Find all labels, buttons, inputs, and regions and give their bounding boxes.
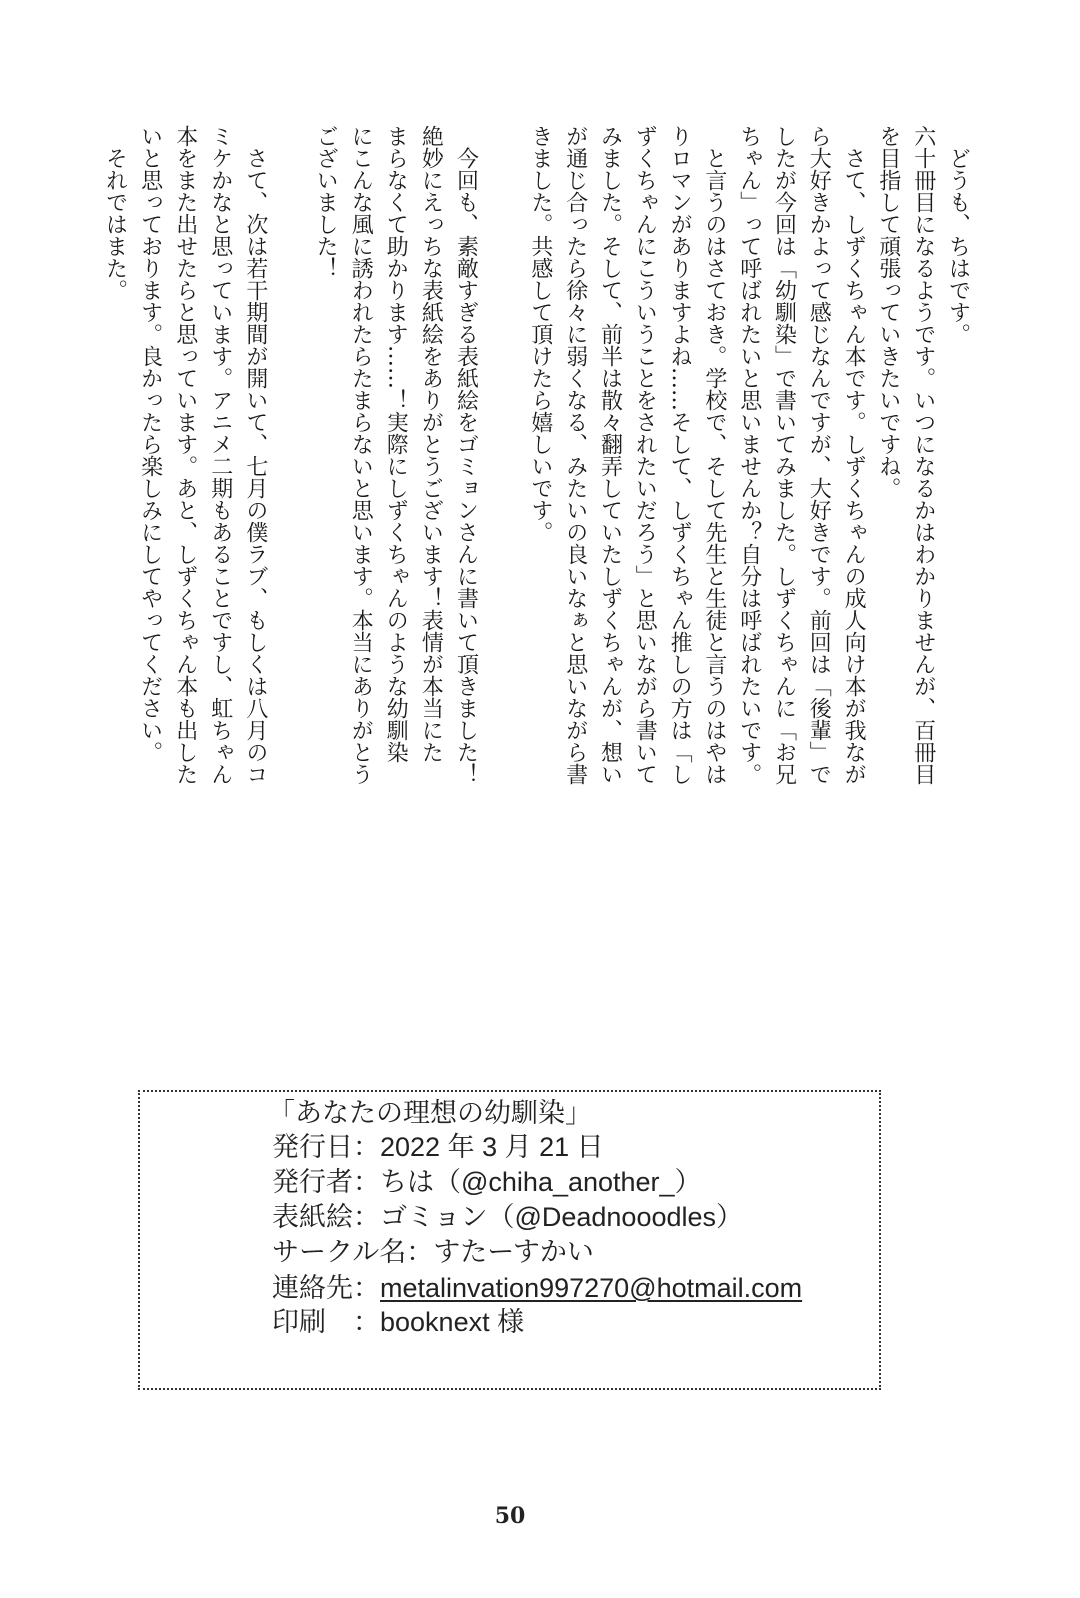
text-column: きました。共感して頂けたら嬉しいです。 [527,125,553,543]
contact-label: 連絡先： [272,1273,380,1303]
text-column: にこんな風に誘われたらたまらないと思います。本当にありがとう [348,125,374,785]
text-column: ございました！ [313,125,339,279]
text-column: 今回も、素敵すぎる表紙絵をゴミョンさんに書いて頂きました！ [453,147,479,785]
text-column: いと思っております。良かったら楽しみにしてやってください。 [137,125,163,763]
text-column: ちゃん」って呼ばれたいと思いませんか？自分は呼ばれたいです。 [736,125,762,785]
text-column: ミケかなと思っています。アニメ二期もあることですし、虹ちゃん [207,125,233,785]
contact-email-link[interactable]: metalinvation997270@hotmail.com [380,1273,803,1303]
publisher: 発行者：ちは（@chiha_another_） [272,1167,702,1197]
circle-name: サークル名：すたーすかい [272,1237,594,1267]
text-column: 絶妙にえっちな表紙絵をありがとうございます！表情が本当にた [418,125,444,763]
publish-date: 発行日：2022 年 3 月 21 日 [272,1132,604,1162]
text-column: りロマンがありますよね……そして、しずくちゃん推しの方は「し [667,125,693,785]
book-title: 「あなたの理想の幼馴染」 [268,1098,592,1128]
text-column: みました。そして、前半は散々翻弄していたしずくちゃんが、想い [597,125,623,785]
text-column: それではまた。 [102,147,128,301]
text-column: さて、次は若干期間が開いて、七月の僕ラブ、もしくは八月のコ [242,147,268,785]
colophon-box [138,1090,881,1390]
text-column: どうも、ちはです。 [945,147,971,345]
text-column: ずくちゃんにこういうことをされたいだろう」と思いながら書いて [632,125,658,785]
text-column: まらなくて助かります……！実際にしずくちゃんのような幼馴染 [383,125,409,763]
text-column: と言うのはさておき。学校で、そして先生と生徒と言うのはやは [701,147,727,785]
text-column: ら大好きかよって感じなんですが、大好きです。前回は「後輩」で [806,125,832,785]
text-column: さて、しずくちゃん本です。しずくちゃんの成人向け本が我なが [841,147,867,785]
cover-artist: 表紙絵：ゴミョン（@Deadnooodles） [272,1202,744,1232]
text-column: したが今回は「幼馴染」で書いてみました。しずくちゃんに「お兄 [771,125,797,785]
contact [272,1271,802,1305]
page-number: 50 [494,1503,526,1529]
text-column [273,125,308,825]
text-column: 六十冊目になるようです。いつになるかはわかりませんが、百冊目 [910,125,936,785]
text-column: が通じ合ったら徐々に弱くなる、みたいの良いなぁと思いながら書 [562,125,588,785]
text-column: 本をまた出せたらと思っています。あと、しずくちゃん本も出した [172,125,198,785]
text-column: を目指して頑張っていきたいですね。 [875,125,901,499]
printer: 印刷 ：booknext 様 [272,1307,525,1337]
